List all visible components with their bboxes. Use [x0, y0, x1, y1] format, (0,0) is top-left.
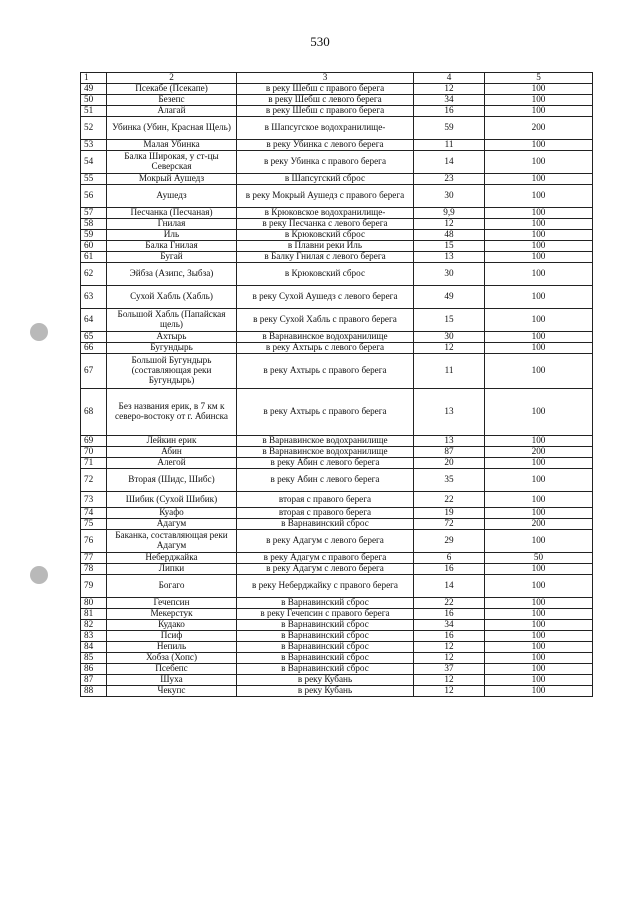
table-row [81, 286, 593, 309]
river-mouth: в реку Ахтырь с правого берега [237, 389, 414, 436]
river-length: 12 [414, 219, 485, 230]
row-number: 68 [81, 389, 107, 436]
river-name: Непиль [107, 642, 237, 653]
column-header: 1 [81, 73, 107, 84]
protection-zone-width: 100 [485, 436, 593, 447]
river-length: 13 [414, 436, 485, 447]
protection-zone-width: 100 [485, 575, 593, 598]
table-row [81, 553, 593, 564]
protection-zone-width: 100 [485, 286, 593, 309]
table-row [81, 343, 593, 354]
protection-zone-width: 100 [485, 241, 593, 252]
table-row [81, 219, 593, 230]
table-row [81, 642, 593, 653]
table-row [81, 332, 593, 343]
protection-zone-width: 50 [485, 553, 593, 564]
river-name: Липки [107, 564, 237, 575]
table-row [81, 140, 593, 151]
row-number: 77 [81, 553, 107, 564]
table-row [81, 530, 593, 553]
row-number: 60 [81, 241, 107, 252]
table-row [81, 598, 593, 609]
punch-hole [30, 323, 48, 341]
protection-zone-width: 100 [485, 492, 593, 508]
river-name: Псекабе (Псекапе) [107, 84, 237, 95]
river-length: 87 [414, 447, 485, 458]
river-name: Сухой Хабль (Хабль) [107, 286, 237, 309]
protection-zone-width: 200 [485, 447, 593, 458]
river-name: Убинка (Убин, Красная Щель) [107, 117, 237, 140]
row-number: 52 [81, 117, 107, 140]
protection-zone-width: 100 [485, 151, 593, 174]
river-name: Бугай [107, 252, 237, 263]
table-row [81, 230, 593, 241]
protection-zone-width: 100 [485, 653, 593, 664]
river-mouth: в реку Шебш с левого берега [237, 95, 414, 106]
row-number: 67 [81, 354, 107, 389]
river-length: 59 [414, 117, 485, 140]
river-length: 34 [414, 620, 485, 631]
river-name: Псебепс [107, 664, 237, 675]
row-number: 62 [81, 263, 107, 286]
row-number: 79 [81, 575, 107, 598]
river-mouth: вторая с правого берега [237, 492, 414, 508]
table-row [81, 95, 593, 106]
table-row [81, 354, 593, 389]
river-mouth: в реку Убинка с левого берега [237, 140, 414, 151]
river-name: Шибик (Сухой Шибик) [107, 492, 237, 508]
rivers-table [80, 72, 593, 697]
river-length: 15 [414, 309, 485, 332]
river-name: Балка Широкая, у ст-цы Северская [107, 151, 237, 174]
column-header: 5 [485, 73, 593, 84]
row-number: 69 [81, 436, 107, 447]
river-mouth: в Плавни реки Иль [237, 241, 414, 252]
river-length: 14 [414, 151, 485, 174]
river-mouth: в реку Адагум с левого берега [237, 530, 414, 553]
protection-zone-width: 200 [485, 117, 593, 140]
river-length: 12 [414, 642, 485, 653]
river-name: Алегой [107, 458, 237, 469]
protection-zone-width: 100 [485, 263, 593, 286]
protection-zone-width: 100 [485, 309, 593, 332]
row-number: 84 [81, 642, 107, 653]
river-mouth: в Балку Гнилая с левого берега [237, 252, 414, 263]
row-number: 66 [81, 343, 107, 354]
table-row [81, 469, 593, 492]
river-name: Куафо [107, 508, 237, 519]
river-length: 12 [414, 343, 485, 354]
table-row [81, 609, 593, 620]
protection-zone-width: 100 [485, 675, 593, 686]
river-mouth: в Варнавинское водохранилище [237, 436, 414, 447]
table-row [81, 241, 593, 252]
river-length: 16 [414, 609, 485, 620]
river-name: Хобза (Хопс) [107, 653, 237, 664]
river-name: Балка Гнилая [107, 241, 237, 252]
river-length: 49 [414, 286, 485, 309]
river-length: 48 [414, 230, 485, 241]
river-name: Ахтырь [107, 332, 237, 343]
river-name: Бугундырь [107, 343, 237, 354]
river-length: 12 [414, 686, 485, 697]
river-length: 30 [414, 332, 485, 343]
river-name: Эйбза (Азипс, Зыбза) [107, 263, 237, 286]
river-name: Кудако [107, 620, 237, 631]
table-row [81, 117, 593, 140]
river-mouth: в реку Шебш с правого берега [237, 106, 414, 117]
river-mouth: в Шапсугский сброс [237, 174, 414, 185]
river-mouth: в реку Ахтырь с правого берега [237, 354, 414, 389]
river-mouth: в реку Адагум с левого берега [237, 564, 414, 575]
punch-hole [30, 566, 48, 584]
protection-zone-width: 100 [485, 620, 593, 631]
row-number: 53 [81, 140, 107, 151]
row-number: 72 [81, 469, 107, 492]
river-length: 13 [414, 389, 485, 436]
protection-zone-width: 100 [485, 208, 593, 219]
row-number: 88 [81, 686, 107, 697]
table-row [81, 106, 593, 117]
river-length: 11 [414, 354, 485, 389]
river-mouth: в реку Песчанка с левого берега [237, 219, 414, 230]
row-number: 87 [81, 675, 107, 686]
river-length: 13 [414, 252, 485, 263]
river-length: 16 [414, 106, 485, 117]
river-mouth: в Варнавинский сброс [237, 598, 414, 609]
row-number: 74 [81, 508, 107, 519]
row-number: 57 [81, 208, 107, 219]
row-number: 70 [81, 447, 107, 458]
row-number: 65 [81, 332, 107, 343]
protection-zone-width: 100 [485, 631, 593, 642]
row-number: 80 [81, 598, 107, 609]
river-mouth: в реку Мокрый Аушедз с правого берега [237, 185, 414, 208]
protection-zone-width: 100 [485, 642, 593, 653]
row-number: 61 [81, 252, 107, 263]
row-number: 54 [81, 151, 107, 174]
row-number: 59 [81, 230, 107, 241]
table-row [81, 675, 593, 686]
protection-zone-width: 100 [485, 458, 593, 469]
river-mouth: в реку Сухой Хабль с правого берега [237, 309, 414, 332]
river-length: 19 [414, 508, 485, 519]
river-length: 22 [414, 492, 485, 508]
river-mouth: в реку Кубань [237, 686, 414, 697]
protection-zone-width: 100 [485, 106, 593, 117]
river-name: Богаго [107, 575, 237, 598]
river-mouth: в Крюковский сброс [237, 230, 414, 241]
river-name: Большой Хабль (Папайская щель) [107, 309, 237, 332]
protection-zone-width: 100 [485, 686, 593, 697]
table-header-row [81, 73, 593, 84]
river-mouth: в реку Ахтырь с левого берега [237, 343, 414, 354]
river-name: Гнилая [107, 219, 237, 230]
river-mouth: в реку Гечепсин с правого берега [237, 609, 414, 620]
row-number: 81 [81, 609, 107, 620]
river-name: Псиф [107, 631, 237, 642]
river-name: Иль [107, 230, 237, 241]
table-row [81, 252, 593, 263]
protection-zone-width: 100 [485, 252, 593, 263]
river-name: Адагум [107, 519, 237, 530]
river-name: Гечепсин [107, 598, 237, 609]
river-length: 35 [414, 469, 485, 492]
protection-zone-width: 100 [485, 343, 593, 354]
river-name: Чекупс [107, 686, 237, 697]
river-mouth: в Варнавинский сброс [237, 631, 414, 642]
river-mouth: в Варнавинское водохранилище [237, 447, 414, 458]
row-number: 71 [81, 458, 107, 469]
river-name: Неберджайка [107, 553, 237, 564]
table-row [81, 84, 593, 95]
table-row [81, 653, 593, 664]
river-length: 34 [414, 95, 485, 106]
table-row [81, 564, 593, 575]
table-row [81, 309, 593, 332]
protection-zone-width: 100 [485, 140, 593, 151]
river-name: Лейкин ерик [107, 436, 237, 447]
protection-zone-width: 100 [485, 609, 593, 620]
table-row [81, 686, 593, 697]
river-length: 37 [414, 664, 485, 675]
river-length: 12 [414, 675, 485, 686]
table-row [81, 458, 593, 469]
river-name: Большой Бугундырь (составляющая реки Бугундырь) [107, 354, 237, 389]
table-row [81, 447, 593, 458]
protection-zone-width: 100 [485, 354, 593, 389]
row-number: 75 [81, 519, 107, 530]
row-number: 51 [81, 106, 107, 117]
river-length: 14 [414, 575, 485, 598]
table-row [81, 208, 593, 219]
row-number: 76 [81, 530, 107, 553]
page-number: 530 [310, 34, 330, 49]
river-mouth: в реку Кубань [237, 675, 414, 686]
river-length: 22 [414, 598, 485, 609]
row-number: 85 [81, 653, 107, 664]
table-row [81, 185, 593, 208]
row-number: 63 [81, 286, 107, 309]
column-header: 4 [414, 73, 485, 84]
river-length: 23 [414, 174, 485, 185]
river-length: 16 [414, 564, 485, 575]
table-row [81, 664, 593, 675]
protection-zone-width: 100 [485, 598, 593, 609]
river-mouth: в Шапсугское водохранилище- [237, 117, 414, 140]
protection-zone-width: 100 [485, 530, 593, 553]
river-length: 12 [414, 84, 485, 95]
river-length: 16 [414, 631, 485, 642]
river-mouth: в Варнавинский сброс [237, 653, 414, 664]
river-mouth: в реку Шебш с правого берега [237, 84, 414, 95]
river-mouth: в Варнавинский сброс [237, 620, 414, 631]
protection-zone-width: 100 [485, 389, 593, 436]
river-name: Шуха [107, 675, 237, 686]
river-name: Абин [107, 447, 237, 458]
column-header: 3 [237, 73, 414, 84]
protection-zone-width: 100 [485, 564, 593, 575]
row-number: 49 [81, 84, 107, 95]
table-row [81, 436, 593, 447]
river-mouth: в Крюковский сброс [237, 263, 414, 286]
table-row [81, 151, 593, 174]
protection-zone-width: 100 [485, 230, 593, 241]
table-row [81, 620, 593, 631]
table-row [81, 389, 593, 436]
river-name: Вторая (Шидс, Шибс) [107, 469, 237, 492]
river-length: 11 [414, 140, 485, 151]
river-mouth: в реку Сухой Аушедз с левого берега [237, 286, 414, 309]
river-name: Мокрый Аушедз [107, 174, 237, 185]
table-row [81, 519, 593, 530]
row-number: 64 [81, 309, 107, 332]
row-number: 78 [81, 564, 107, 575]
river-mouth: в реку Адагум с правого берега [237, 553, 414, 564]
river-mouth: в Варнавинское водохранилище [237, 332, 414, 343]
row-number: 58 [81, 219, 107, 230]
river-mouth: в реку Абин с левого берега [237, 458, 414, 469]
table-row [81, 508, 593, 519]
table-row [81, 575, 593, 598]
river-mouth: в Варнавинский сброс [237, 664, 414, 675]
river-mouth: в Варнавинский сброс [237, 519, 414, 530]
river-name: Мекерстук [107, 609, 237, 620]
river-name: Безепс [107, 95, 237, 106]
river-name: Алагай [107, 106, 237, 117]
row-number: 83 [81, 631, 107, 642]
row-number: 55 [81, 174, 107, 185]
river-name: Баканка, составляющая реки Адагум [107, 530, 237, 553]
river-mouth: в Крюковское водохранилище- [237, 208, 414, 219]
table-row [81, 263, 593, 286]
protection-zone-width: 100 [485, 84, 593, 95]
protection-zone-width: 200 [485, 519, 593, 530]
row-number: 82 [81, 620, 107, 631]
row-number: 86 [81, 664, 107, 675]
river-name: Песчанка (Песчаная) [107, 208, 237, 219]
river-length: 6 [414, 553, 485, 564]
river-length: 15 [414, 241, 485, 252]
river-name: Без названия ерик, в 7 км к северо-востоку от г. Абинска [107, 389, 237, 436]
protection-zone-width: 100 [485, 664, 593, 675]
row-number: 73 [81, 492, 107, 508]
river-length: 30 [414, 263, 485, 286]
river-mouth: в реку Убинка с правого берега [237, 151, 414, 174]
protection-zone-width: 100 [485, 219, 593, 230]
table-row [81, 631, 593, 642]
table-row [81, 174, 593, 185]
river-name: Малая Убинка [107, 140, 237, 151]
river-length: 72 [414, 519, 485, 530]
protection-zone-width: 100 [485, 174, 593, 185]
river-length: 12 [414, 653, 485, 664]
river-mouth: в Варнавинский сброс [237, 642, 414, 653]
river-length: 30 [414, 185, 485, 208]
row-number: 50 [81, 95, 107, 106]
river-mouth: в реку Неберджайку с правого берега [237, 575, 414, 598]
river-length: 29 [414, 530, 485, 553]
river-length: 9,9 [414, 208, 485, 219]
river-length: 20 [414, 458, 485, 469]
column-header: 2 [107, 73, 237, 84]
river-name: Аушедз [107, 185, 237, 208]
protection-zone-width: 100 [485, 95, 593, 106]
protection-zone-width: 100 [485, 185, 593, 208]
protection-zone-width: 100 [485, 469, 593, 492]
river-mouth: в реку Абин с левого берега [237, 469, 414, 492]
table-row [81, 492, 593, 508]
protection-zone-width: 100 [485, 508, 593, 519]
row-number: 56 [81, 185, 107, 208]
river-mouth: вторая с правого берега [237, 508, 414, 519]
protection-zone-width: 100 [485, 332, 593, 343]
